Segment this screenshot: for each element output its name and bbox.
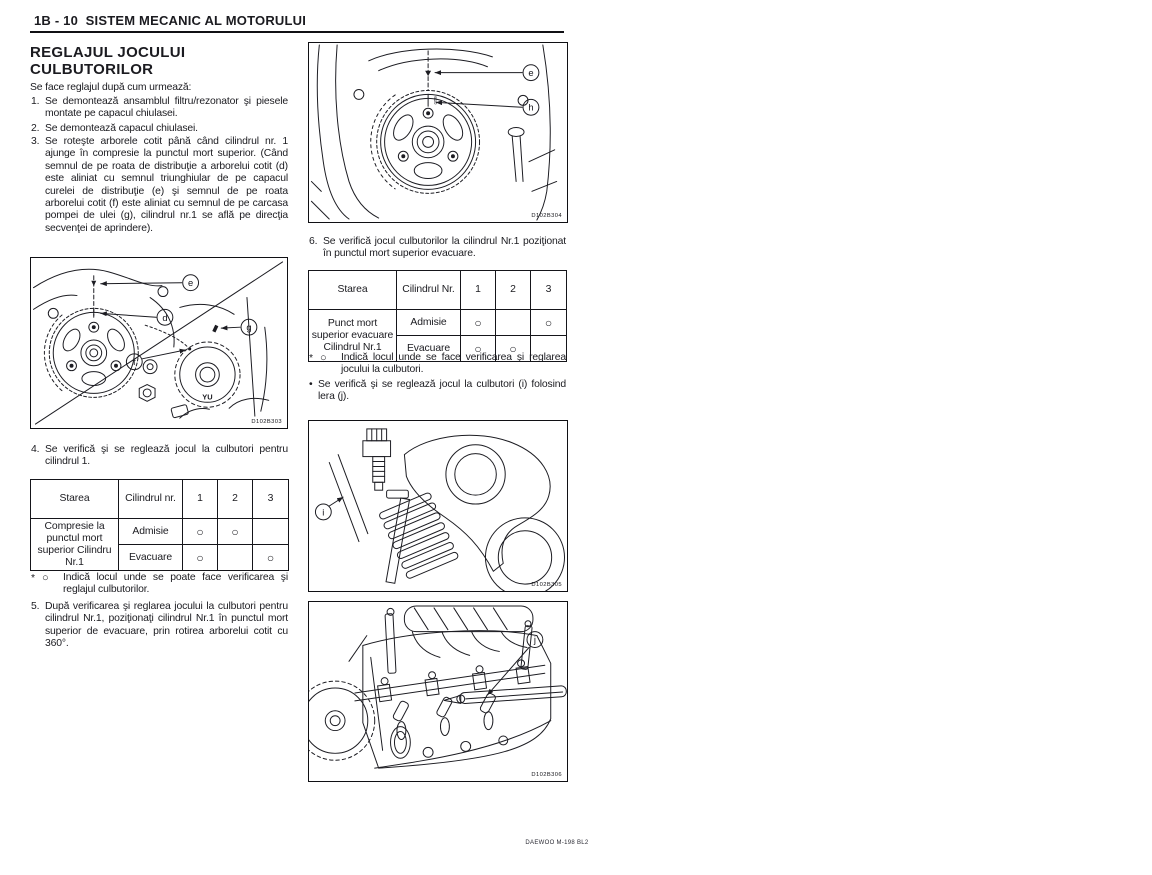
table1-header-3: 3 (253, 480, 289, 519)
table1-row-label: Compresie la punctul mort superior Cilindru Nr.1 (31, 519, 119, 571)
valve-clearance-table-compression (30, 479, 289, 571)
callout-j (487, 632, 542, 695)
callout-e-letter: e (528, 67, 534, 79)
table1-evacuare-c2 (218, 545, 253, 571)
table2-admisie-c1: ○ (461, 310, 496, 336)
step-2-text: Se demontează capacul chiulasei. (45, 123, 198, 134)
step-5-text: După verificarea şi reglarea jocului la culbutori pentru cilindrul Nr.1, poziţionaţi cilindrul Nr.1 în punctul mort superior de evacuare, prin rotirea arborelui cotit cu 360°. (45, 601, 288, 650)
step-6-number: 6. (309, 236, 318, 247)
callout-e (101, 275, 199, 291)
callout-i-letter: i (322, 507, 325, 518)
step-3-number: 3. (31, 136, 40, 147)
callout-h-letter: h (528, 101, 534, 113)
clearance-measure-lines (329, 455, 368, 542)
table2-note (308, 352, 566, 377)
callout-i (315, 497, 343, 520)
step-2 (30, 123, 288, 135)
callout-j-letter: j (533, 634, 536, 646)
figure-rocker-clearance (308, 420, 568, 592)
cover-triangle-mark (91, 281, 96, 286)
table1-header-cilindrul: Cilindrul nr. (119, 480, 183, 519)
figure-cam-gear-alignment (308, 42, 568, 223)
page-header: 1B - 10 SISTEM MECANIC AL MOTORULUI (34, 13, 307, 28)
table1-admisie-c3 (253, 519, 289, 545)
step-3 (30, 136, 288, 235)
table2-note-text: Indică locul unde se face verificarea şi reglarea jocului la culbutori. (341, 352, 566, 376)
callout-f (126, 350, 185, 370)
table2-header-3: 3 (531, 271, 567, 310)
bullet-text: Se verifică şi se reglează jocul la culbutori (i) folosind lera (j). (318, 379, 566, 403)
step-3-text: Se roteşte arborele cotit până când cilindrul nr. 1 ajunge în compresie la punctul mort superior. (Când semnul de pe roata de distribuţie a arborelui cotit (d) este aliniat cu semnul triunghiular de pe capacul curelei de distribuţie (e) şi semnul de pe roata arborelui cotit (f) este aliniat cu semnul de pe carcasa pompei de ulei (g), cilindrul nr.1 se află pe direcţia secvenţei de aprindere). (45, 136, 288, 234)
step-1-number: 1. (31, 96, 40, 107)
cam-gear-illustration (309, 43, 567, 222)
intro-text: Se face reglajul după cum urmează: (30, 82, 192, 93)
crankshaft-gear-view (139, 298, 268, 419)
gear-mark-text: 61D (433, 96, 439, 105)
table2-header-cilindrul: Cilindrul Nr. (397, 271, 461, 310)
crank-nut (139, 385, 155, 402)
table2-evacuare-c1: ○ (461, 336, 496, 362)
header-rule (30, 31, 564, 33)
table2-row-label: Punct mort superior evacuare Cilindrul Nr.1 (309, 310, 397, 362)
adjusting-screw (363, 429, 391, 490)
callout-e-letter: e (188, 278, 194, 289)
step-2-number: 2. (31, 123, 40, 134)
section-title (30, 44, 185, 78)
callout-h (436, 99, 539, 115)
crank-gear-dot-mark (188, 347, 191, 350)
callout-g (221, 319, 257, 335)
bullet-symbol: • (309, 379, 313, 390)
table1-note-text: Indică locul unde se poate face verificarea şi reglajul culbutorilor. (63, 572, 288, 596)
figure-feeler-gauge (308, 601, 568, 782)
oil-pump-mark (212, 325, 218, 333)
step-4-number: 4. (31, 444, 40, 455)
step-4 (30, 444, 288, 469)
camshaft-gear-view (33, 269, 174, 397)
table2-evacuare-c2: ○ (496, 336, 531, 362)
table1-header-1: 1 (183, 480, 218, 519)
step-4-text: Se verifică şi se reglează jocul la culbutori pentru cilindrul 1. (45, 444, 288, 468)
table1-evacuare-label: Evacuare (119, 545, 183, 571)
timing-marks-illustration (31, 258, 287, 428)
rocker-arm (404, 435, 564, 591)
rocker-arm-illustration (309, 421, 567, 591)
table2-evacuare-label: Evacuare (397, 336, 461, 362)
table1-header-2: 2 (218, 480, 253, 519)
figure-timing-marks-combined (30, 257, 288, 429)
table2-admisie-c2 (496, 310, 531, 336)
figure-id-label: D102B304 (531, 213, 562, 219)
step-5 (30, 601, 288, 651)
feeler-gauge-tool (444, 686, 567, 704)
page-footer: DAEWOO M-198 BL2 (525, 840, 589, 846)
table1-note-symbols: * ○ (31, 572, 51, 584)
table2-header-2: 2 (496, 271, 531, 310)
step-6-text: Se verifică jocul culbutorilor la cilindrul Nr.1 poziţionat în punctul mort superior evacuare. (323, 236, 566, 260)
valve-and-spring (379, 490, 459, 583)
step-6 (308, 236, 566, 261)
dipstick (508, 128, 524, 182)
step-5-number: 5. (31, 601, 40, 612)
table2-admisie-c3: ○ (531, 310, 567, 336)
table2-header-starea: Starea (309, 271, 397, 310)
camshaft-sprocket (309, 636, 375, 761)
feeler-gauge-illustration (309, 602, 567, 781)
section-title-line1: REGLAJUL JOCULUI (30, 44, 186, 61)
callout-f-letter: f (132, 357, 136, 368)
timing-belt (371, 95, 395, 189)
table1-admisie-c2: ○ (218, 519, 253, 545)
callout-e (435, 65, 539, 81)
table1-admisie-label: Admisie (119, 519, 183, 545)
callout-d-letter: d (162, 312, 168, 323)
table1-evacuare-c3: ○ (253, 545, 289, 571)
table1-evacuare-c1: ○ (183, 545, 218, 571)
table2-admisie-label: Admisie (397, 310, 461, 336)
figure-id-label: D102B303 (251, 419, 282, 425)
gear-stamp-text: YU (202, 392, 213, 402)
table2-note-symbols: * ○ (309, 352, 329, 364)
valve-clearance-table-exhaust (308, 270, 567, 362)
step-1-text: Se demontează ansamblul filtru/rezonator şi piesele montate pe capacul chiulasei. (45, 96, 288, 120)
figure-id-label: D102B305 (531, 582, 562, 588)
table2-header-1: 1 (461, 271, 496, 310)
table1-note (30, 572, 288, 597)
table1-header-starea: Starea (31, 480, 119, 519)
step-1 (30, 96, 288, 121)
section-title-line2: CULBUTORILOR (30, 61, 154, 78)
figure-id-label: D102B306 (531, 772, 562, 778)
bullet-note (308, 379, 566, 404)
callout-g-letter: g (246, 322, 252, 333)
cover-triangle-mark (425, 71, 431, 76)
table1-admisie-c1: ○ (183, 519, 218, 545)
